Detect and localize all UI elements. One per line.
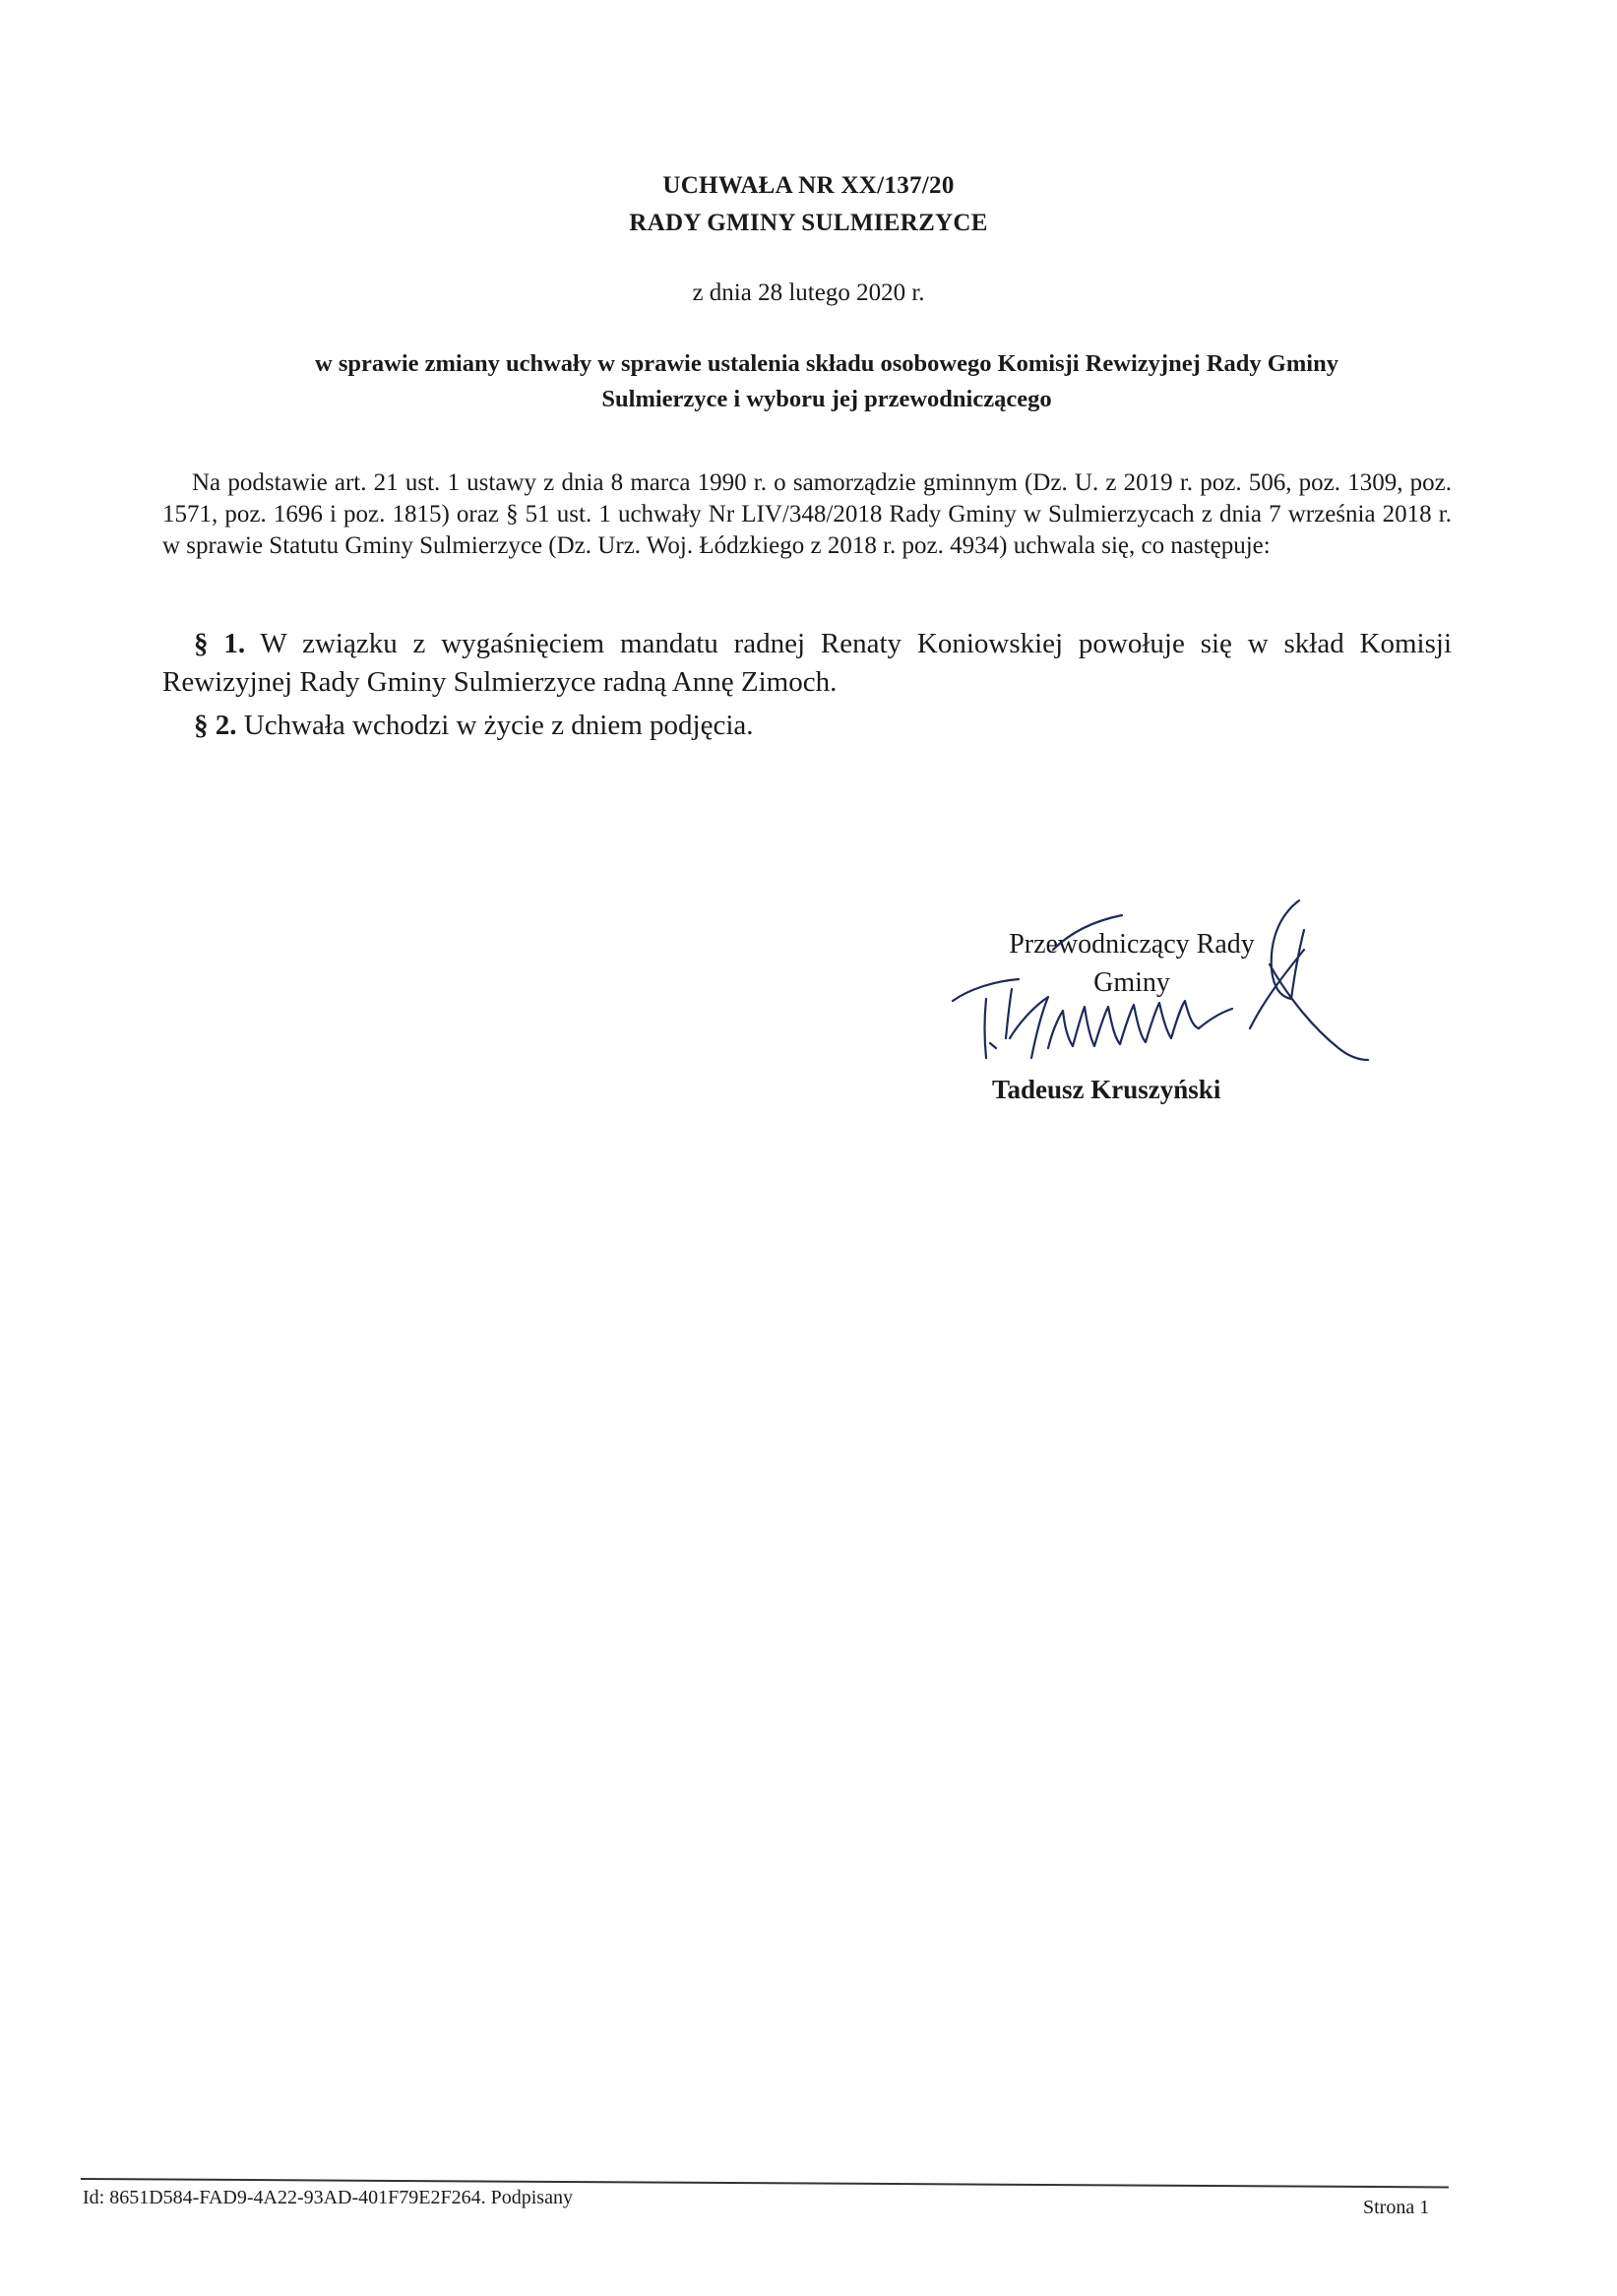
paragraph-1-text: W związku z wygaśnięciem mandatu radnej Renaty Koniowskiej powołuje się w skład Komisji Rewizyjnej Rady Gminy Sulmierzyce radną Annę Zimoch. [162,628,1453,698]
resolution-number: UCHWAŁA NR XX/137/20 [662,172,955,199]
paragraph-2-label: § 2. [194,710,237,741]
subject-line-2: Sulmierzyce i wyboru jej przewodniczącego [601,386,1052,412]
subject-line-1: w sprawie zmiany uchwały w sprawie ustalenia składu osobowego Komisji Rewizyjnej Rady Gminy [315,350,1338,377]
paragraph-1-label: § 1. [194,628,246,659]
paragraph-2 [194,707,1452,745]
paragraph-2-text: Uchwała wchodzi w życie z dniem podjęcia. [243,710,754,741]
resolution-date: z dnia 28 lutego 2020 r. [692,279,925,306]
signatory-role-line-2: Gminy [1093,967,1170,998]
legal-basis-preamble: Na podstawie art. 21 ust. 1 ustawy z dnia 8 marca 1990 r. o samorządzie gminnym (Dz. U. z 2019 r. poz. 506, poz. 1309, poz. 1571, poz. 1696 i poz. 1815) oraz § 51 ust. 1 uchwały Nr LIV/348/2018 Rady Gminy w Sulmierzycach z dnia 7 września 2018 r. w sprawie Statutu Gminy Sulmierzyce (Dz. Urz. Woj. Łódzkiego z 2018 r. poz. 4934) uchwala się, co następuje: [162,469,1452,559]
signatory-name: Tadeusz Kruszyński [992,1075,1221,1104]
council-name: RADY GMINY SULMIERZYCE [629,210,988,236]
resolution-subject [187,346,1466,417]
document-id: Id: 8651D584-FAD9-4A22-93AD-401F79E2F264. Podpisany [83,2187,573,2208]
signatory-role-line-1: Przewodniczący Rady [1009,929,1255,960]
page-number: Strona 1 [1363,2197,1430,2218]
paragraph-1 [162,625,1452,702]
